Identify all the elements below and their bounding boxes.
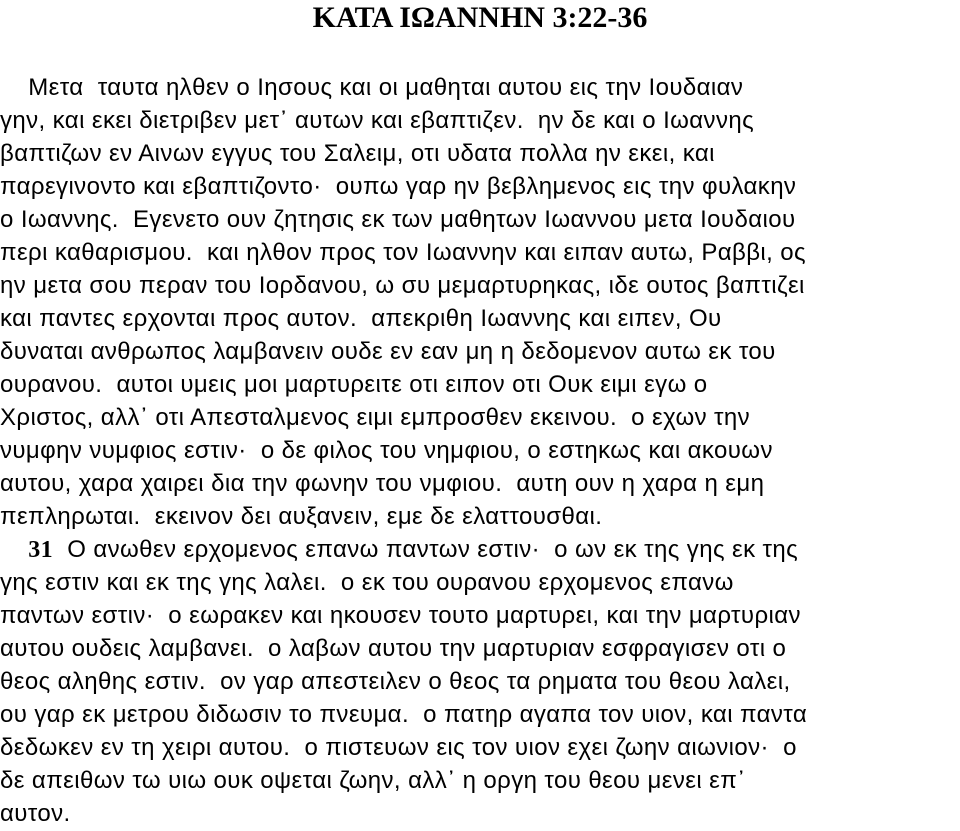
- text-line-6: περι καθαρισμου. και ηλθον προς τον Ιωαννην και ειπαν αυτω, Ραββι, ος: [0, 239, 807, 266]
- verse-31-line: [0, 533, 798, 567]
- text-line-4: παρεγινοντο και εβαπτιζοντο· ουπω γαρ ην βεβλημενος εις την φυλακην: [0, 173, 797, 200]
- text-line-10: ουρανου. αυτοι υμεις μοι μαρτυρειτε οτι ειπον οτι Ουκ ειμι εγω ο: [0, 371, 708, 398]
- text-line-12: νυμφην νυμφιος εστιν· ο δε φιλος του νημφιου, ο εστηκως και ακουων: [0, 437, 773, 464]
- text-line-3: βαπτιζων εν Αινων εγγυς του Σαλειμ, οτι υδατα πολλα ην εκει, και: [0, 140, 715, 167]
- text-line-11: Χριστος, αλλ᾽ οτι Απεσταλμενος ειμι εμπροσθεν εκεινου. ο εχων την: [0, 404, 751, 431]
- text-line-22: δε απειθων τω υιω ουκ οψεται ζωην, αλλ᾽ η οργη του θεου μενει επ᾽: [0, 767, 746, 794]
- text-line-13: αυτου, χαρα χαιρει δια την φωνην του νμφιου. αυτη ουν η χαρα η εμη: [0, 470, 765, 497]
- verse-number: 31: [28, 537, 54, 563]
- text-line-15: Ο ανωθεν ερχομενος επανω παντων εστιν· ο ων εκ της γης εκ της: [53, 536, 799, 563]
- text-line-18: αυτου ουδεις λαμβανει. ο λαβων αυτου την μαρτυριαν εσφραγισεν οτι ο: [0, 635, 787, 662]
- text-line-5: ο Ιωαννης. Εγενετο ουν ζητησις εκ των μαθητων Ιωαννου μετα Ιουδαιου: [0, 206, 796, 233]
- text-line-9: δυναται ανθρωπος λαμβανειν ουδε εν εαν μη η δεδομενον αυτω εκ του: [0, 338, 776, 365]
- text-line-19: θεος αληθης εστιν. ον γαρ απεστειλεν ο θεος τα ρηματα του θεου λαλει,: [0, 668, 791, 695]
- text-line-1: Μετα ταυτα ηλθεν ο Ιησους και οι μαθηται αυτου εις την Ιουδαιαν: [0, 74, 744, 101]
- text-line-7: ην μετα σου περαν του Ιορδανου, ω συ μεμαρτυρηκας, ιδε ουτος βαπτιζει: [0, 272, 805, 299]
- text-line-2: γην, και εκει διετριβεν μετ᾽ αυτων και εβαπτιζεν. ην δε και ο Ιωαννης: [0, 107, 755, 134]
- text-line-16: γης εστιν και εκ της γης λαλει. ο εκ του ουρανου ερχομενος επανω: [0, 569, 734, 596]
- text-line-21: δεδωκεν εν τη χειρι αυτου. ο πιστευων εις τον υιον εχει ζωην αιωνιον· ο: [0, 734, 797, 761]
- text-line-20: ου γαρ εκ μετρου διδωσιν το πνευμα. ο πατηρ αγαπα τον υιον, και παντα: [0, 701, 808, 728]
- text-line-8: και παντες ερχονται προς αυτον. απεκριθη Ιωαννης και ειπεν, Ου: [0, 305, 722, 332]
- text-line-17: παντων εστιν· ο εωρακεν και ηκουσεν τουτο μαρτυρει, και την μαρτυριαν: [0, 602, 801, 629]
- text-line-23: αυτον.: [0, 800, 71, 827]
- page-title: ΚΑΤΑ ΙΩΑΝΝΗΝ 3:22-36: [312, 1, 648, 34]
- text-line-14: πεπληρωται. εκεινον δει αυξανειν, εμε δε ελαττουσθαι.: [0, 503, 603, 530]
